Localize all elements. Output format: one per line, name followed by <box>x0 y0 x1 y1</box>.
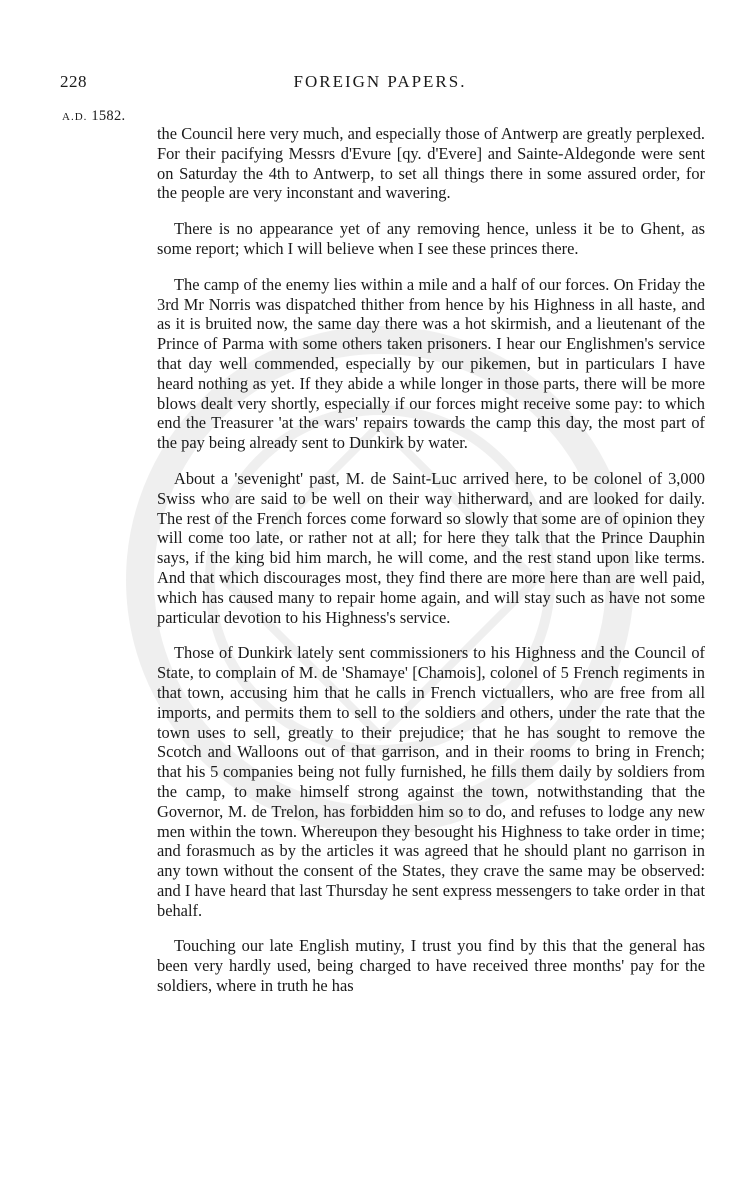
margin-date-era: A.D. <box>62 111 88 123</box>
paragraph: Those of Dunkirk lately sent commissioners to his Highness and the Council of State, to complain of M. de 'Shamaye' [Chamois], colonel of 5 French regiments in that town, accusing him that he calls in French victuallers, who are free from all imports, and permits them to sell to the soldiers and others, under the rate that the town uses to sell, greatly to their prejudice; that he has sought to remove the Scotch and Walloons out of that garrison, and in their rooms to bring in French; that his 5 companies being not fully furnished, he fills them daily by soldiers from the camp, to make himself strong against the town, notwithstanding that the Governor, M. de Trelon, has forbidden him so to do, and refuses to lodge any new men within the town. Whereupon they besought his Highness to take order in time; and forasmuch as by the articles it was agreed that he should plant no garrison in any town without the consent of the States, they crave the same may be observed: and I have heard that last Thursday he sent express messengers to take order in that behalf. <box>157 643 705 920</box>
margin-date <box>62 108 125 125</box>
paragraph: Touching our late English mutiny, I trust you find by this that the general has been very hardly used, being charged to have received three months' pay for the soldiers, where in truth he has <box>157 936 705 996</box>
paragraph: The camp of the enemy lies within a mile and a half of our forces. On Friday the 3rd Mr Norris was dispatched thither from hence by his Highness in all haste, and as it is bruited now, the same day there was a hot skirmish, and a lieutenant of the Prince of Parma with some others taken prisoners. I hear our Englishmen's service that day well commended, especially by our pikemen, but in particulars I have heard nothing as yet. If they abide a while longer in those parts, there will be more blows dealt very shortly, especially if our forces might receive some pay: to which end the Treasurer 'at the wars' repairs towards the camp this day, the most part of the pay being already sent to Dunkirk by water. <box>157 274 705 453</box>
page-header <box>60 72 700 96</box>
page-number: 228 <box>60 72 87 91</box>
paragraph: About a 'sevenight' past, M. de Saint-Luc arrived here, to be colonel of 3,000 Swiss who are said to be well on their way hitherward, and are looked for daily. The rest of the French forces come forward so slowly that some are of opinion they will come too late, or rather not at all; for here they talk that the Prince Dauphin says, if the king bid him march, he will come, and the rest stand upon like terms. And that which discourages most, they find there are more here than are well paid, which has caused many to repair home again, and will stay such as have not some particular devotion to his Highness's service. <box>157 468 705 627</box>
running-title: FOREIGN PAPERS. <box>293 72 467 91</box>
margin-date-year: 1582. <box>91 108 126 124</box>
paragraph: the Council here very much, and especially those of Antwerp are greatly perplexed. For their pacifying Messrs d'Evure [qy. d'Evere] and Sainte-Aldegonde were sent on Saturday the 4th to Antwerp, to set all things there in some assured order, for the people are very inconstant and wavering. <box>157 124 705 203</box>
body-text <box>157 124 705 1012</box>
paragraph: There is no appearance yet of any removing hence, unless it be to Ghent, as some report; which I will believe when I see these princes there. <box>157 219 705 258</box>
